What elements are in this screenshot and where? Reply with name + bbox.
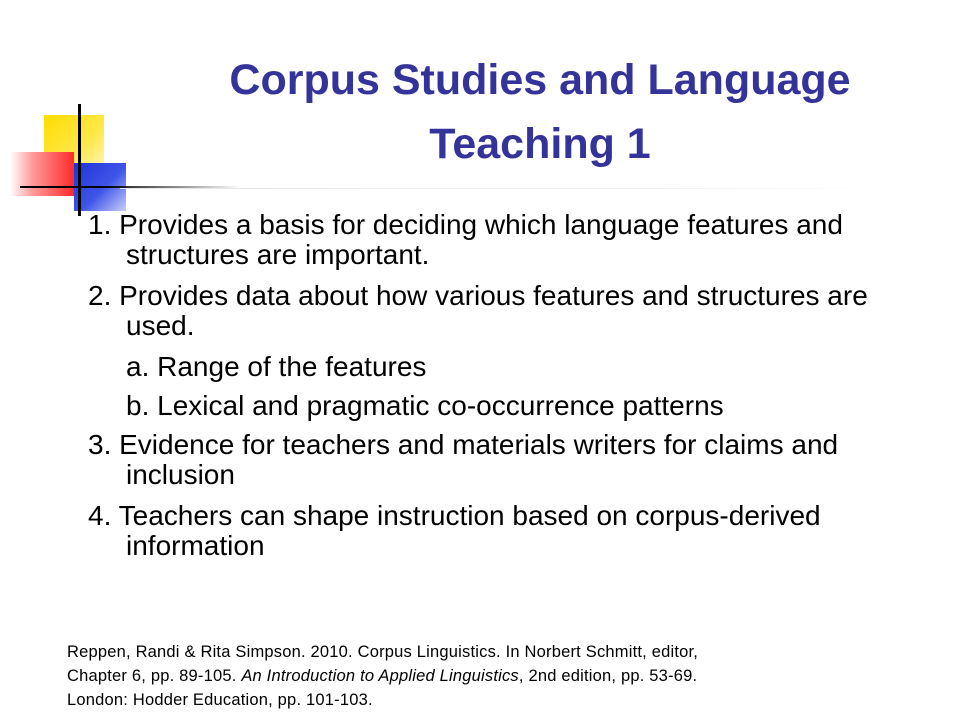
- point-3: 3. Evidence for teachers and materials writers for claims and inclusion: [88, 429, 839, 490]
- reference-line-3: London: Hodder Education, pp. 101-103.: [67, 691, 373, 709]
- point-2: 2. Provides data about how various features and structures are used.: [88, 280, 868, 341]
- slide-title: [140, 48, 940, 176]
- slide-title-line-2: Teaching 1: [429, 120, 651, 168]
- reference-book-title: An Introduction to Applied Linguistics: [241, 667, 519, 685]
- point-2b: b. Lexical and pragmatic co-occurrence patterns: [126, 390, 724, 421]
- bullet-list: [88, 210, 908, 572]
- reference-line-1: Reppen, Randi & Rita Simpson. 2010. Corpus Linguistics. In Norbert Schmitt, editor,: [67, 643, 699, 661]
- reference-citation: [67, 640, 947, 712]
- point-4: 4. Teachers can shape instruction based on corpus-derived information: [88, 500, 821, 561]
- vertical-line-decoration: [78, 104, 81, 216]
- reference-line-2-start: Chapter 6, pp. 89-105.: [67, 667, 242, 685]
- point-2a: a. Range of the features: [126, 351, 427, 382]
- red-square-decoration: [10, 152, 74, 196]
- reference-line-2-end: , 2nd edition, pp. 53-69.: [518, 667, 698, 685]
- title-underline: [120, 188, 890, 189]
- reference-line-2: [67, 664, 947, 688]
- slide-title-line-1: Corpus Studies and Language: [229, 56, 851, 104]
- point-1: 1. Provides a basis for deciding which language features and structures are important.: [88, 209, 843, 270]
